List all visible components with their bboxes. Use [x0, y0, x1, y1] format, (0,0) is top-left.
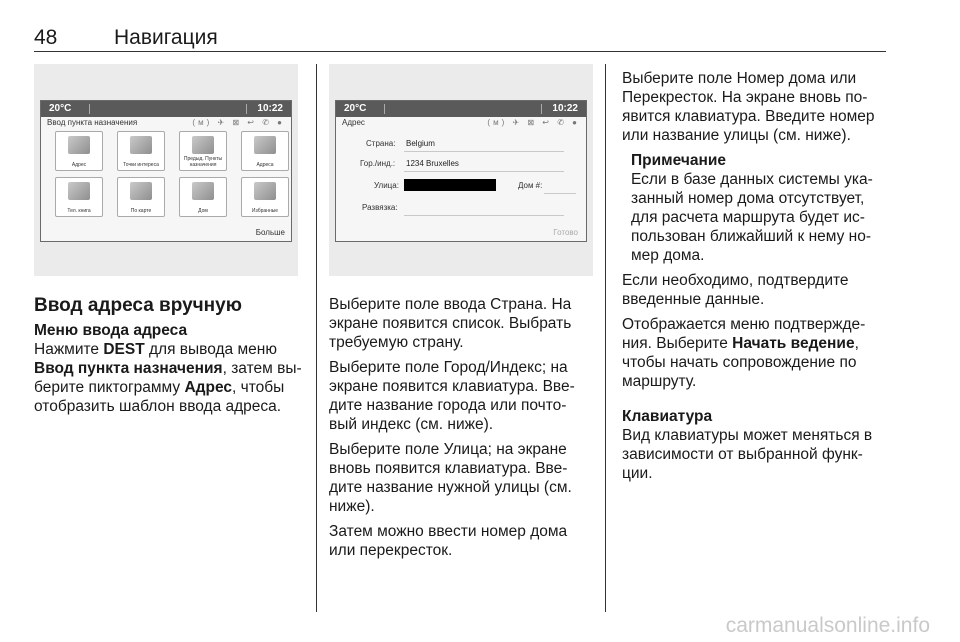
- status-bar: [336, 101, 586, 117]
- right-column: [622, 69, 894, 489]
- note-text: Если в базе данных системы ука- занный номер дома отсутствует, для расчета маршрута будет ис- пользован ближайший к нему но- мер дома.: [631, 171, 873, 264]
- tile-poi[interactable]: Точки интереса: [117, 131, 165, 171]
- note-title: Примечание: [631, 152, 726, 169]
- favorites-icon: [254, 182, 276, 200]
- middle-column: [329, 295, 601, 566]
- map-pin-icon: [130, 182, 152, 200]
- screenshot-dest-menu: [34, 64, 298, 276]
- status-icons: (м) ✈ ⊠ ↩ ✆ ●: [487, 118, 580, 127]
- tile-addresses[interactable]: Адреса: [241, 131, 289, 171]
- house-field[interactable]: [544, 193, 576, 194]
- paragraph-street: Выберите поле Улица; на экране вновь появится клавиатура. Вве- дите название нужной улицы (см. ниже).: [329, 441, 572, 515]
- watermark: carmanualsonline.info: [725, 614, 930, 637]
- city-label: Гор./инд.:: [360, 159, 396, 168]
- paragraph-confirm: Если необходимо, подтвердите введенные данные.: [622, 272, 849, 308]
- screenshot-address-entry: [329, 64, 593, 276]
- keyboard-heading: Клавиатура: [622, 408, 713, 425]
- paragraph-house-number: Выберите поле Номер дома или Перекресток. На экране вновь по- явится клавиатура. Введите номер или название улицы (см. ниже).: [622, 70, 875, 144]
- home-icon: [192, 182, 214, 200]
- poi-icon: [130, 136, 152, 154]
- status-icons: (м) ✈ ⊠ ↩ ✆ ●: [192, 118, 285, 127]
- temperature-readout: 20°C: [344, 103, 367, 114]
- note-block: [631, 151, 894, 265]
- street-label: Улица:: [374, 181, 399, 190]
- display-screen: [335, 100, 587, 242]
- tile-phonebook[interactable]: Тел. книга: [55, 177, 103, 217]
- chapter-title: Навигация: [114, 26, 218, 49]
- junction-label: Развязка:: [362, 203, 398, 212]
- tile-by-map[interactable]: По карте: [117, 177, 165, 217]
- clock-readout: 10:22: [257, 103, 283, 114]
- subheading: Меню ввода адреса: [34, 322, 188, 339]
- screen-title: Ввод пункта назначения: [47, 118, 138, 127]
- map-icon: [68, 136, 90, 154]
- page-header: [34, 24, 886, 54]
- paragraph-start-guidance: Отображается меню подтвержде- ния. Выберите Начать ведение, чтобы начать сопровождение по маршруту.: [622, 316, 866, 390]
- header-rule: [34, 51, 886, 52]
- display-screen: [40, 100, 292, 242]
- temperature-readout: 20°C: [49, 103, 72, 114]
- tile-favorites[interactable]: Избранные: [241, 177, 289, 217]
- tile-address[interactable]: Адрес: [55, 131, 103, 171]
- column-divider-2: [605, 64, 606, 612]
- country-label: Страна:: [366, 139, 396, 148]
- tile-previous[interactable]: Предыд. Пункты назначения: [179, 131, 227, 171]
- clock-readout: 10:22: [552, 103, 578, 114]
- paragraph-country: Выберите поле ввода Страна. На экране появится список. Выбрать требуемую страну.: [329, 296, 572, 351]
- history-icon: [192, 136, 214, 154]
- column-divider-1: [316, 64, 317, 612]
- country-field[interactable]: Belgium: [406, 139, 435, 148]
- more-button[interactable]: Больше: [255, 228, 285, 237]
- done-button[interactable]: Готово: [553, 228, 578, 237]
- screen-title: Адрес: [342, 118, 365, 127]
- left-column: [34, 296, 306, 422]
- page-number: 48: [34, 26, 58, 49]
- section-heading: Ввод адреса вручную: [34, 295, 242, 316]
- status-bar: [41, 101, 291, 117]
- address-book-icon: [254, 136, 276, 154]
- paragraph-house: Затем можно ввести номер дома или перекресток.: [329, 523, 568, 559]
- street-field-redacted[interactable]: [404, 179, 496, 191]
- tile-home[interactable]: Дом: [179, 177, 227, 217]
- house-label: Дом #:: [518, 181, 543, 190]
- city-field[interactable]: 1234 Bruxelles: [406, 159, 459, 168]
- junction-field[interactable]: [404, 215, 564, 216]
- phonebook-icon: [68, 182, 90, 200]
- paragraph-city: Выберите поле Город/Индекс; на экране появится клавиатура. Вве- дите название города или почто- вый индекс (см. ниже).: [329, 359, 575, 433]
- paragraph-instruction: Нажмите DEST для вывода меню Ввод пункта назначения, затем вы- берите пиктограмму Адрес, чтобы отобразить шаблон ввода адреса.: [34, 341, 302, 415]
- paragraph-keyboard: Вид клавиатуры может меняться в зависимости от выбранной функ- ции.: [622, 427, 873, 482]
